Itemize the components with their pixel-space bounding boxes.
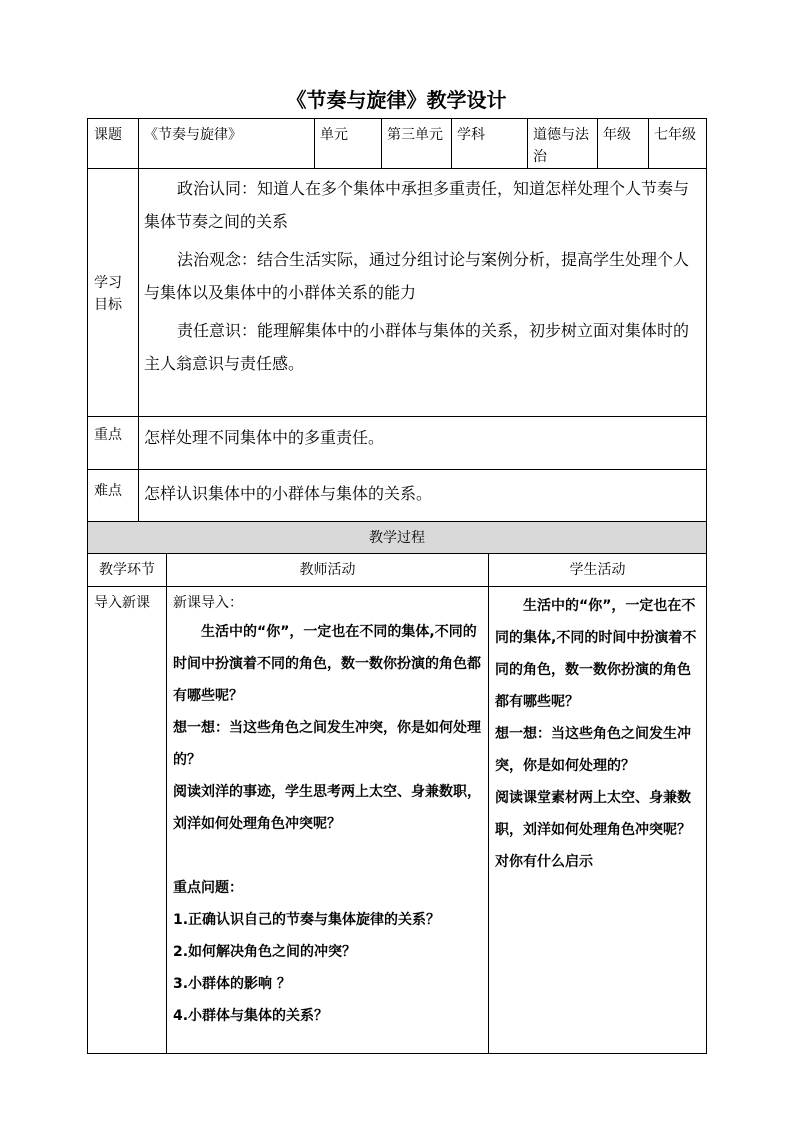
difficulty-text: 怎样认识集体中的小群体与集体的关系。 (144, 484, 433, 503)
teacher-line: 有哪些呢？ (173, 688, 243, 704)
topic-label: 课题 (94, 127, 122, 143)
teacher-line: 时间中扮演着不同的角色，数一数你扮演的角色都 (173, 656, 481, 672)
table-border-left (87, 118, 88, 1054)
key-question: 1.正确认识自己的节奏与集体旋律的关系？ (173, 912, 441, 928)
grade-value: 七年级 (654, 127, 696, 143)
unit-label: 单元 (320, 127, 348, 143)
teacher-intro-label: 新课导入： (173, 595, 243, 611)
table-rule (87, 469, 707, 470)
teacher-line: 的？ (173, 752, 201, 768)
key-question: 2.如何解决角色之间的冲突？ (173, 944, 357, 960)
col-stage-header: 教学环节 (99, 562, 155, 578)
table-rule (166, 553, 167, 1054)
teacher-activities (173, 590, 485, 1032)
goal-responsibility: 责任意识：能理解集体中的小群体与集体的关系，初步树立面对集体时的主人翁意识与责任感。 (144, 321, 690, 373)
table-rule (451, 118, 452, 169)
key-point-label: 重点 (94, 427, 122, 443)
goal-legal: 法治观念：结合生活实际，通过分组讨论与案例分析，提高学生处理个人与集体以及集体中的小群体关系的能力 (144, 250, 690, 302)
student-line: 生活中的“你”，一定也在不 (523, 598, 696, 614)
key-question: 3.小群体的影响 ？ (173, 976, 291, 992)
key-point-text: 怎样处理不同集体中的多重责任。 (144, 428, 385, 447)
subject-label: 学科 (457, 127, 485, 143)
unit-value: 第三单元 (387, 127, 443, 143)
goal-political: 政治认同：知道人在多个集体中承担多重责任，知道怎样处理个人节奏与集体节奏之间的关系 (144, 179, 690, 231)
teacher-line: 刘洋如何处理角色冲突呢？ (173, 816, 341, 832)
table-rule (138, 168, 139, 522)
student-line: 对你有什么启示 (495, 854, 593, 870)
goals-content (144, 172, 702, 380)
stage-name: 导入新课 (94, 595, 150, 611)
col-student-header: 学生活动 (569, 562, 626, 578)
table-rule (87, 416, 707, 417)
table-rule (138, 118, 139, 169)
table-rule (488, 553, 489, 1054)
student-activities (495, 590, 703, 878)
grade-label: 年级 (603, 127, 631, 143)
table-border-right (706, 118, 707, 1054)
table-border-bottom (87, 1053, 707, 1054)
teacher-line: 生活中的“你”，一定也在不同的集体,不同的 (201, 624, 477, 640)
difficulty-label: 难点 (94, 483, 122, 499)
student-line: 都有哪些呢？ (495, 694, 579, 710)
student-line: 职，刘洋如何处理角色冲突呢？ (495, 822, 691, 838)
goals-label: 学习目标 (94, 275, 122, 313)
student-line: 想一想：当这些角色之间发生冲 (495, 726, 691, 742)
table-rule (381, 118, 382, 169)
teacher-line: 想一想：当这些角色之间发生冲突，你是如何处理 (173, 720, 481, 736)
key-question: 4.小群体与集体的关系？ (173, 1008, 329, 1024)
table-rule (87, 586, 707, 587)
table-rule (87, 553, 707, 554)
table-rule (527, 118, 528, 169)
table-rule (648, 118, 649, 169)
student-line: 同的集体,不同的时间中扮演着不 (495, 630, 697, 646)
table-rule (87, 168, 707, 169)
table-rule (597, 118, 598, 169)
student-line: 突，你是如何处理的？ (495, 758, 635, 774)
table-border-top (87, 118, 707, 119)
student-line: 同的角色，数一数你扮演的角色 (495, 662, 691, 678)
topic-value: 《节奏与旋律》 (144, 127, 242, 143)
process-title: 教学过程 (369, 530, 425, 546)
document-title: 《节奏与旋律》教学设计 (286, 88, 507, 112)
table-rule (314, 118, 315, 169)
subject-value: 道德与法治 (533, 127, 589, 165)
key-questions-label: 重点问题： (173, 880, 243, 896)
teacher-line: 阅读刘洋的事迹，学生思考两上太空、身兼数职， (173, 784, 481, 800)
student-line: 阅读课堂素材两上太空、身兼数 (495, 790, 691, 806)
col-teacher-header: 教师活动 (299, 562, 356, 578)
